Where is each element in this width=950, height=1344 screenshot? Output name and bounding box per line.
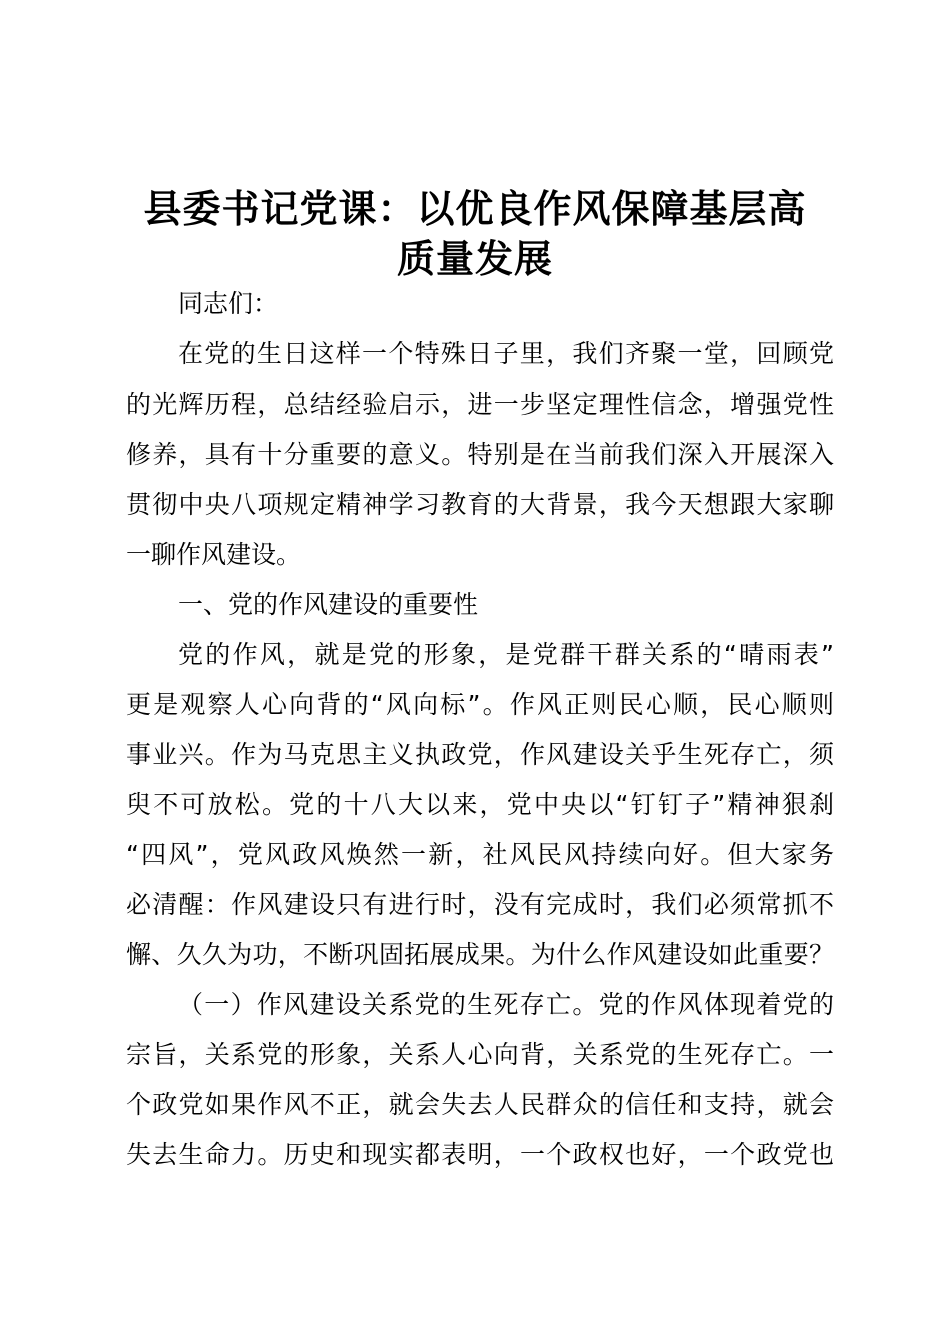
paragraph-line: 党的作风，就是党的形象，是党群干群关系的“晴雨表”: [178, 640, 834, 669]
paragraph-line: 个政党如果作风不正，就会失去人民群众的信任和支持，就会: [126, 1090, 834, 1119]
document-title-line-2: 质量发展: [396, 236, 553, 281]
section-heading: 一、党的作风建设的重要性: [178, 590, 479, 619]
paragraph-line: 事业兴。作为马克思主义执政党，作风建设关乎生死存亡，须: [126, 740, 834, 769]
paragraph-line: 宗旨，关系党的形象，关系人心向背，关系党的生死存亡。一: [126, 1040, 834, 1069]
paragraph-line: 懈、久久为功，不断巩固拓展成果。为什么作风建设如此重要？: [126, 940, 834, 969]
paragraph-line: 在党的生日这样一个特殊日子里，我们齐聚一堂，回顾党: [178, 339, 834, 368]
paragraph-line: （一）作风建设关系党的生死存亡。党的作风体现着党的: [178, 990, 834, 1019]
paragraph-line: 的光辉历程，总结经验启示，进一步坚定理性信念，增强党性: [126, 390, 834, 419]
paragraph-line: 贯彻中央八项规定精神学习教育的大背景，我今天想跟大家聊: [126, 490, 834, 519]
paragraph-line: 一聊作风建设。: [126, 540, 302, 569]
paragraph-line: 臾不可放松。党的十八大以来，党中央以“钉钉子”精神狠刹: [126, 790, 834, 819]
salutation: 同志们：: [178, 289, 279, 318]
paragraph-line: “四风”，党风政风焕然一新，社风民风持续向好。但大家务: [126, 840, 834, 869]
paragraph-line: 更是观察人心向背的“风向标”。作风正则民心顺，民心顺则: [126, 690, 834, 719]
paragraph-line: 修养，具有十分重要的意义。特别是在当前我们深入开展深入: [126, 440, 834, 469]
paragraph-line: 失去生命力。历史和现实都表明，一个政权也好，一个政党也: [126, 1140, 834, 1169]
document-title-line-1: 县委书记党课：以优良作风保障基层高: [143, 186, 807, 231]
paragraph-line: 必清醒：作风建设只有进行时，没有完成时，我们必须常抓不: [126, 890, 834, 919]
